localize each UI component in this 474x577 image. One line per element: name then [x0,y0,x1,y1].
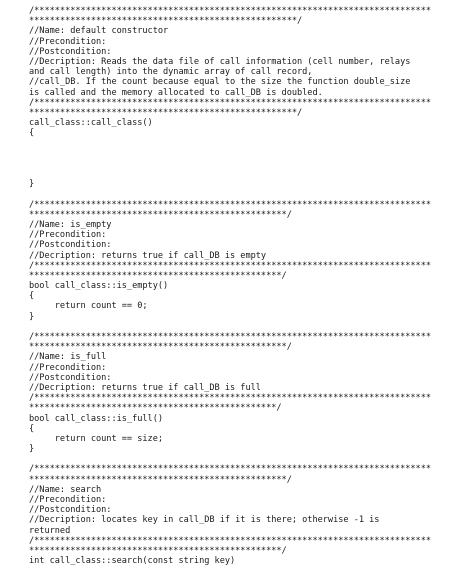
code-line: int call_class::search(const string key) [29,556,236,567]
code-line: //Decription: returns true if call_DB is empty [29,250,267,261]
code-line: } [29,311,35,322]
code-line: returned [29,525,71,536]
code-listing [29,6,469,566]
code-line: return count == 0; [29,301,148,312]
code-line [29,189,469,199]
code-line: //Postcondition: [29,46,112,57]
code-line: //Decription: returns true if call_DB is full [29,382,261,393]
code-line: /***************************************************************************** [29,332,432,342]
code-line [29,159,469,169]
code-line: //Postcondition: [29,240,112,251]
code-line: is called and the memory allocated to call_DB is doubled. [29,87,323,98]
code-line: { [29,128,35,139]
code-line: ****************************************************/ [29,16,303,27]
code-line: //Precondition: [29,36,107,47]
code-line: bool call_class::is_full() [29,413,164,424]
code-line: //call_DB. If the count because equal to the size the function double_size [29,77,411,88]
code-line: /***************************************************************************** [29,260,432,271]
code-line: **************************************************/ [29,342,292,353]
code-line: /***************************************************************************** [29,393,432,404]
code-line: //Name: is_empty [29,219,112,230]
code-line: //Postcondition: [29,505,112,516]
code-line: /***************************************************************************** [29,97,432,108]
code-line: /***************************************************************************** [29,199,432,210]
code-line: return count == size; [29,433,164,444]
code-line: and call length) into the dynamic array of call record, [29,67,313,78]
code-line: /***************************************************************************** [29,464,432,475]
code-line: bool call_class::is_empty() [29,281,169,292]
code-line: /***************************************************************************** [29,6,432,16]
code-line: //Decription: locates key in call_DB if it is there; otherwise -1 is [29,515,380,526]
code-line: call_class::call_class() [29,118,153,129]
code-line: //Precondition: [29,495,107,505]
code-line: //Precondition: [29,362,107,373]
code-line: } [29,444,35,455]
code-line: **************************************************/ [29,209,292,220]
code-line: //Name: search [29,484,102,495]
code-line: //Decription: Reads the data file of call information (cell number, relays [29,56,411,67]
code-line [29,169,469,179]
code-line: { [29,423,35,434]
code-line: //Postcondition: [29,372,112,383]
code-line: ****************************************************/ [29,107,303,118]
code-line: *************************************************/ [29,270,287,281]
code-line [29,454,469,464]
code-line: ************************************************/ [29,403,282,414]
code-line [29,149,469,159]
code-line: /***************************************************************************** [29,535,432,546]
code-line: *************************************************/ [29,545,287,556]
code-line [29,138,469,148]
code-line: //Name: is_full [29,352,107,363]
code-line: //Precondition: [29,230,107,241]
code-line: { [29,291,35,302]
code-line: **************************************************/ [29,474,292,485]
code-line [29,322,469,332]
code-line: } [29,179,35,190]
code-line: //Name: default constructor [29,26,169,37]
